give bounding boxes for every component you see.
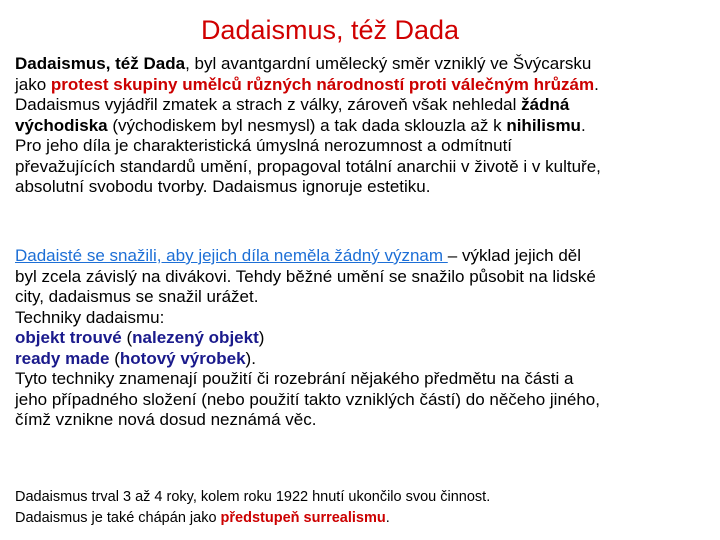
slide-title: Dadaismus, též Dada — [200, 15, 460, 45]
closing-line-2 — [15, 508, 715, 529]
term-dadaismus: Dadaismus, též Dada — [15, 54, 186, 73]
text-span: ) — [258, 328, 265, 347]
closing-paragraph — [15, 487, 715, 529]
text-span: hotový výrobek — [119, 348, 246, 368]
text-span: . — [580, 115, 586, 135]
tech-line-7: Tyto techniky znamenají použití či rozebrání nějakého předmětu na části a — [15, 369, 574, 388]
tech-line-3: city, dadaismus se snažil urážet. — [15, 287, 259, 306]
text-span: objekt trouvé — [15, 328, 122, 347]
intro-line-7: absolutní svobodu tvorby. Dadaismus ignoruje estetiku. — [15, 177, 431, 196]
text-span: jako — [15, 74, 51, 94]
intro-line-3 — [15, 95, 715, 116]
text-span: , byl avantgardní umělecký směr vzniklý ve Švýcarsku — [185, 54, 592, 73]
text-span: nalezený objekt — [132, 328, 259, 347]
tech-line-1 — [15, 246, 720, 267]
bold-nihilismu: nihilismu — [506, 115, 581, 135]
text-span: ready made — [15, 348, 110, 368]
tech-line-8: jeho případného složení (nebo použití takto vzniklých částí) do něčeho jiného, — [15, 389, 600, 409]
bold-vychodiska: východiska — [15, 115, 108, 135]
text-span: ). — [245, 348, 256, 368]
text-span: ( — [121, 328, 133, 347]
technique-ready-made — [15, 349, 720, 370]
text-span: Dadaismus vyjádřil zmatek a strach z války, zároveň však nehledal — [15, 95, 522, 114]
text-span: . — [385, 510, 390, 526]
text-span: (východiskem byl nesmysl) a tak dada sklouzla až k — [107, 115, 507, 135]
intro-line-6: převažujících standardů umění, propagoval totální anarchii v životě i v kultuře, — [15, 156, 601, 176]
intro-line-4 — [15, 116, 715, 137]
closing-line-1: Dadaismus trval 3 až 4 roky, kolem roku 1922 hnutí ukončilo svou činnost. — [15, 489, 491, 505]
text-span: – výklad jejich děl — [447, 246, 582, 265]
text-span: ( — [109, 348, 120, 368]
technique-objet-trouve — [15, 328, 720, 349]
intro-line-5: Pro jeho díla je charakteristická úmyslná nerozumnost a odmítnutí — [15, 136, 513, 155]
tech-line-2: byl zcela závislý na divákovi. Tehdy běžné umění se snažilo působit na lidské — [15, 266, 596, 286]
highlight-surrealismu: předstupeň surrealismu — [220, 510, 386, 526]
tech-heading: Techniky dadaismu: — [15, 307, 165, 327]
highlight-protest: protest skupiny umělců různých národností proti válečným hrůzám — [50, 74, 595, 94]
tech-line-9: čímž vznikne nová dosud neznámá věc. — [15, 410, 317, 429]
text-span: Dadaismus je také chápán jako — [15, 510, 221, 526]
meaning-link[interactable]: Dadaisté se snažili, aby jejich díla neměla žádný význam — [15, 246, 448, 265]
intro-paragraph — [15, 54, 715, 198]
intro-line-1 — [15, 54, 715, 75]
intro-line-2 — [15, 75, 715, 96]
text-span: . — [594, 74, 599, 94]
techniques-paragraph — [15, 246, 720, 431]
bold-zadna: žádná — [521, 95, 570, 114]
